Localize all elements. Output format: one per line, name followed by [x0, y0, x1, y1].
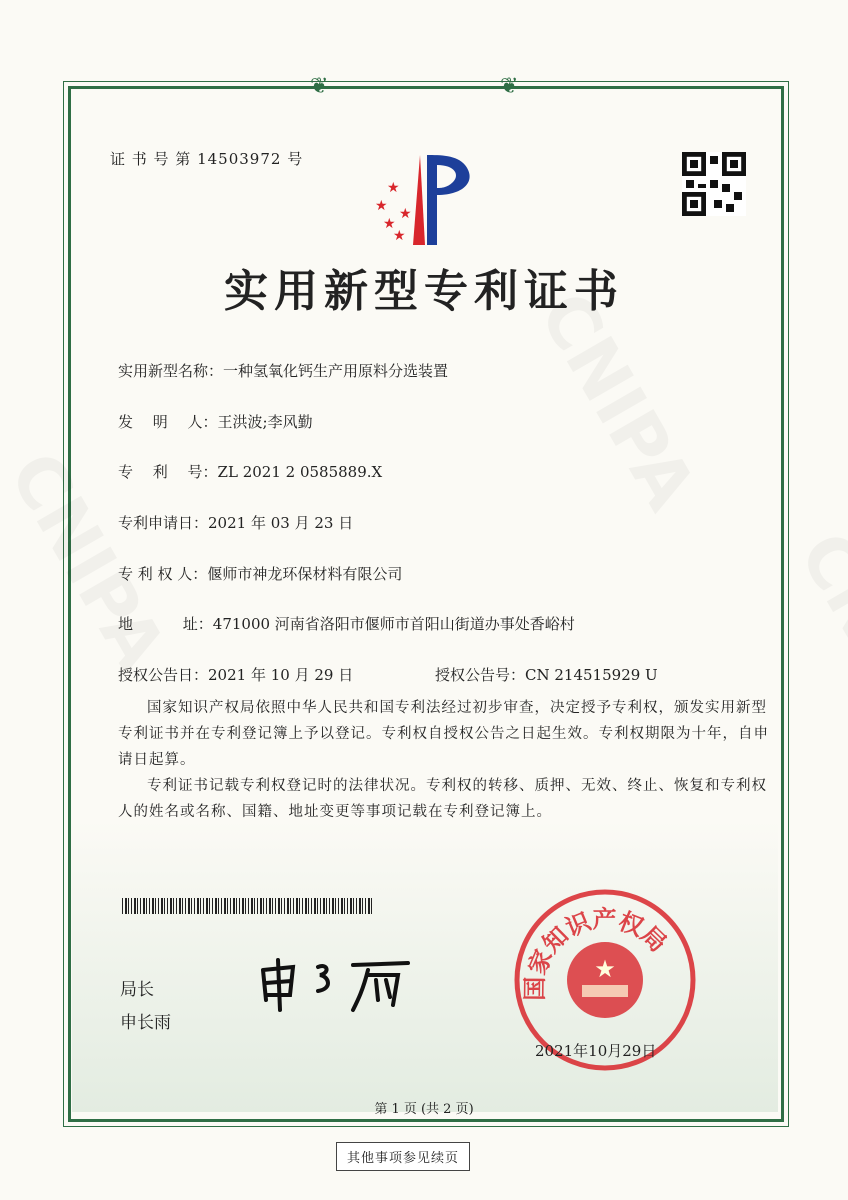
field-patent-number: 专 利 号：ZL 2021 2 0585889.X: [118, 463, 383, 481]
field-announcement-date: 授权公告日：2021 年 10 月 29 日: [118, 666, 354, 684]
svg-text:★: ★: [594, 955, 616, 983]
ornament-right: ❦: [500, 74, 519, 99]
continuation-note: 其他事项参见续页: [336, 1142, 470, 1171]
svg-text:★: ★: [387, 180, 400, 196]
watermark: [783, 519, 848, 764]
seal-text: 国家知识产权局: [519, 904, 673, 1001]
signatory-title: 局长: [120, 980, 154, 1000]
ornament-left: ❦: [310, 74, 329, 99]
certificate-number: 证 书 号 第 14503972 号: [110, 150, 304, 168]
page-number: 第 1 页 (共 2 页): [374, 1102, 474, 1117]
signatory-name: 申长雨: [120, 1013, 171, 1033]
barcode: [122, 898, 372, 914]
svg-text:★: ★: [383, 216, 396, 232]
svg-text:★: ★: [375, 198, 388, 214]
seal-date: 2021年10月29日: [535, 1042, 657, 1060]
svg-text:★: ★: [399, 206, 412, 222]
field-utility-model-name: 实用新型名称：一种氢氧化钙生产用原料分选装置: [118, 362, 449, 380]
field-inventors: 发 明 人：王洪波;李风勤: [118, 413, 313, 431]
field-announcement-number: 授权公告号：CN 214515929 U: [435, 666, 658, 684]
field-address: 地 址：471000 河南省洛阳市偃师市首阳山街道办事处香峪村: [118, 615, 575, 633]
svg-text:★: ★: [393, 228, 406, 244]
certificate-title: 实用新型专利证书: [224, 266, 624, 317]
paragraph-grant: 国家知识产权局依照中华人民共和国专利法经过初步审查，决定授予专利权，颁发实用新型专利证书并在专利登记簿上予以登记。专利权自授权公告之日起生效。专利权期限为十年，自申请日起算。: [118, 700, 769, 768]
cnipa-logo: [365, 150, 490, 250]
qr-code: [682, 152, 746, 216]
signature: [258, 955, 438, 1015]
field-application-date: 专利申请日：2021 年 03 月 23 日: [118, 514, 354, 532]
paragraph-legal-status: 专利证书记载专利权登记时的法律状况。专利权的转移、质押、无效、终止、恢复和专利权人的姓名或名称、国籍、地址变更等事项记载在专利登记簿上。: [118, 778, 767, 820]
field-patentee: 专 利 权 人：偃师市神龙环保材料有限公司: [118, 565, 403, 583]
